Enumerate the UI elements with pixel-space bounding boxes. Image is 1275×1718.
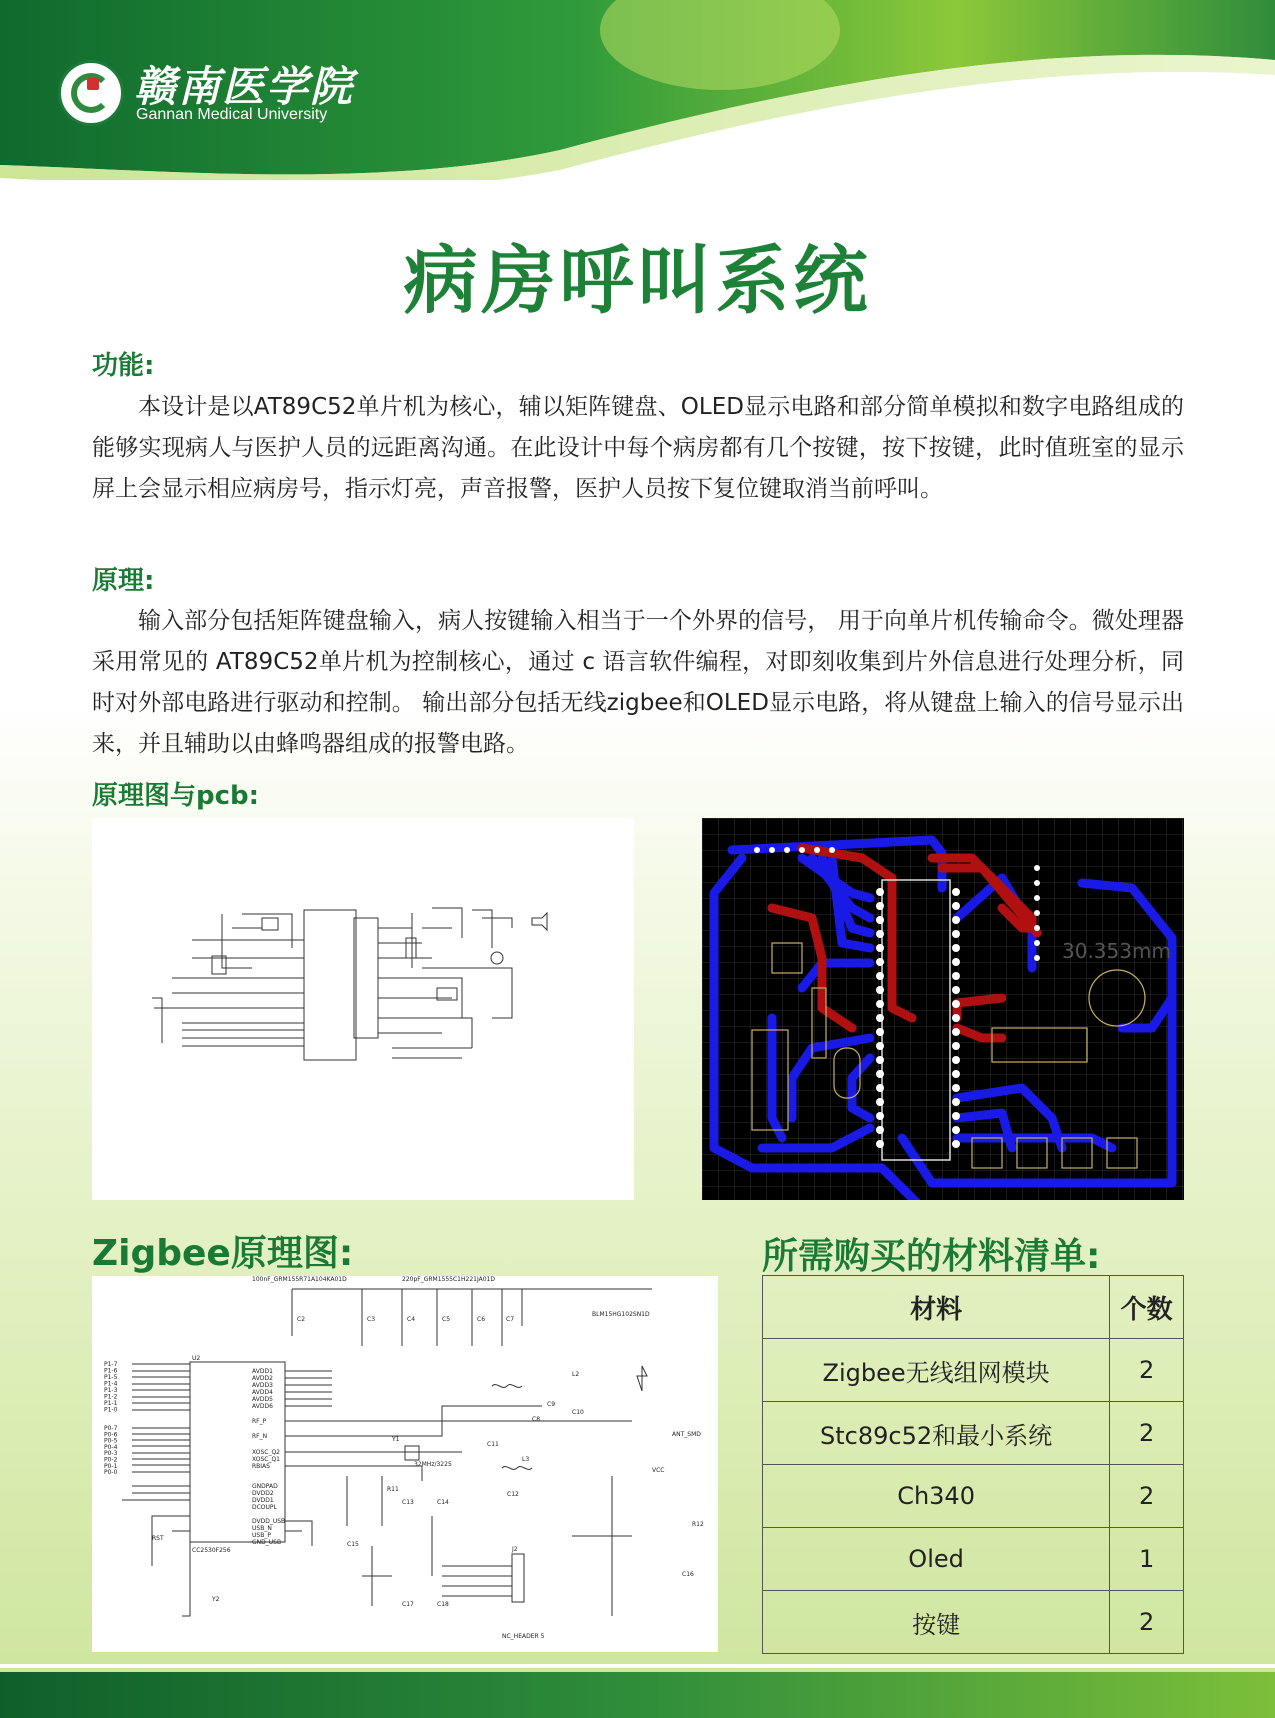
table-row	[763, 1591, 1184, 1654]
zigbee-left-pin: P1-7	[104, 1361, 118, 1368]
zigbee-right-pin: RBIAS	[252, 1463, 270, 1470]
zigbee-left-pin: P0-0	[104, 1469, 118, 1477]
university-name-cn: 赣南医学院	[134, 62, 355, 111]
zigbee-schematic-drawing	[92, 1276, 718, 1652]
function-heading: 功能:	[92, 351, 155, 381]
bom-header-row	[763, 1276, 1184, 1339]
zigbee-component: C14	[437, 1499, 449, 1506]
zigbee-component: C3	[367, 1316, 376, 1323]
zigbee-right-pin: DVDD_USB	[252, 1518, 286, 1525]
zigbee-heading: Zigbee原理图:	[92, 1233, 354, 1274]
zigbee-right-pin: AVDD5	[252, 1396, 273, 1403]
principle-heading: 原理:	[92, 566, 155, 596]
bom-item-name: Oled	[763, 1528, 1110, 1591]
zigbee-right-pin: AVDD2	[252, 1375, 273, 1382]
zigbee-left-pin: P0-4	[104, 1443, 118, 1451]
bom-item-count: 2	[1110, 1339, 1184, 1402]
zigbee-header-label: J2	[512, 1546, 518, 1553]
zigbee-component: L3	[522, 1456, 530, 1463]
zigbee-component: Y1	[392, 1436, 400, 1443]
zigbee-component: C12	[507, 1491, 519, 1498]
zigbee-component: C6	[477, 1316, 486, 1323]
zigbee-vcc-label: VCC	[652, 1467, 665, 1474]
university-logo	[58, 58, 358, 128]
zigbee-right-pin: DCOUPL	[252, 1504, 277, 1511]
zigbee-component: C10	[572, 1409, 584, 1416]
zigbee-component: C2	[297, 1316, 306, 1323]
zigbee-left-pin-labels	[104, 1361, 118, 1476]
footer-divider	[0, 1664, 1275, 1668]
bom-item-count: 2	[1110, 1465, 1184, 1528]
zigbee-right-pin: XOSC_Q2	[252, 1449, 280, 1456]
function-text: 本设计是以AT89C52单片机为核心，辅以矩阵键盘、OLED显示电路和部分简单模拟和数字电路组成的能够实现病人与医护人员的远距离沟通。在此设计中每个病房都有几个按键，按下按键，此时值班室的显示屏上会显示相应病房号，指示灯亮，声音报警，医护人员按下复位键取消当前呼叫。	[92, 394, 1184, 502]
schematic-image	[92, 818, 634, 1200]
table-row	[763, 1465, 1184, 1528]
pcb-dimension-label: 30.353mm	[1062, 939, 1171, 963]
zigbee-component: C16	[682, 1571, 694, 1578]
zigbee-component: C11	[487, 1441, 499, 1448]
zigbee-right-pin: DVDD1	[252, 1497, 274, 1504]
zigbee-left-pin: P0-3	[104, 1450, 118, 1458]
zigbee-left-pin: P0-2	[104, 1456, 118, 1464]
university-name-en: Gannan Medical University	[136, 106, 328, 123]
schematic-drawing	[92, 818, 634, 1200]
zigbee-component: Y2	[212, 1596, 220, 1603]
zigbee-component: C18	[437, 1601, 449, 1608]
zigbee-top-label-3: BLM15HG102SN1D	[592, 1311, 650, 1318]
zigbee-chip-label: U2	[192, 1355, 201, 1362]
zigbee-right-pin: AVDD1	[252, 1368, 273, 1375]
zigbee-right-pin: AVDD3	[252, 1382, 273, 1389]
zigbee-left-pin: P1-3	[104, 1387, 118, 1394]
bom-col-count: 个数	[1110, 1276, 1184, 1339]
zigbee-component: C5	[442, 1316, 451, 1323]
schematic-pcb-heading: 原理图与pcb:	[92, 781, 260, 811]
bom-heading: 所需购买的材料清单:	[762, 1236, 1101, 1277]
zigbee-rst-label: RST	[152, 1535, 164, 1542]
zigbee-crystal-label: 32MHz/3225	[414, 1461, 452, 1468]
table-row	[763, 1402, 1184, 1465]
zigbee-component: C8	[532, 1416, 541, 1423]
principle-text: 输入部分包括矩阵键盘输入，病人按键输入相当于一个外界的信号， 用于向单片机传输命令。微处理器采用常见的 AT89C52单片机为控制核心，通过 c 语言软件编程，对即刻收集到片外信息进行处理分析，同时对外部电路进行驱动和控制。 输出部分包括无线zigbee和OLED显示电路，将从键盘上输入的信号显示出来，并且辅助以由蜂鸣器组成的报警电路。	[92, 608, 1184, 757]
bom-item-count: 2	[1110, 1402, 1184, 1465]
bom-item-name: Ch340	[763, 1465, 1110, 1528]
zigbee-header-part: NC_HEADER 5	[502, 1633, 545, 1640]
zigbee-antenna-label: ANT_SMD	[672, 1431, 701, 1438]
zigbee-component: C13	[402, 1499, 414, 1506]
zigbee-left-pin: P1-1	[104, 1400, 118, 1407]
zigbee-left-pin: P1-6	[104, 1367, 118, 1375]
zigbee-right-pin: USB_P	[252, 1532, 271, 1539]
poster-title: 病房呼叫系统	[403, 238, 872, 324]
bom-table	[762, 1275, 1184, 1654]
zigbee-right-pin: RF_P	[252, 1418, 267, 1425]
zigbee-top-label-1: 100nF_GRM155R71A104KA01D	[252, 1276, 347, 1283]
bom-item-count: 2	[1110, 1591, 1184, 1654]
zigbee-right-pin: AVDD4	[252, 1389, 273, 1396]
zigbee-right-pin: USB_N	[252, 1525, 272, 1532]
header-banner	[0, 0, 1275, 180]
zigbee-right-pin: GNDPAD	[252, 1483, 278, 1490]
zigbee-component: C17	[402, 1601, 414, 1608]
bom-col-material: 材料	[763, 1276, 1110, 1339]
zigbee-right-pin: GND_USB	[252, 1539, 282, 1546]
zigbee-right-pin: DVDD2	[252, 1490, 274, 1497]
zigbee-schematic-image	[92, 1276, 718, 1652]
zigbee-left-pin: P1-0	[104, 1406, 118, 1414]
zigbee-right-pin-labels	[252, 1368, 285, 1546]
table-row	[763, 1528, 1184, 1591]
zigbee-component: C7	[506, 1316, 515, 1323]
zigbee-chip-part: CC2530F256	[192, 1547, 231, 1554]
zigbee-component: C4	[407, 1316, 416, 1323]
university-emblem-icon	[58, 60, 124, 126]
zigbee-component: R11	[387, 1486, 399, 1493]
table-row	[763, 1339, 1184, 1402]
zigbee-left-pin: P1-4	[104, 1380, 118, 1388]
bom-item-name: Stc89c52和最小系统	[763, 1402, 1110, 1465]
zigbee-left-pin: P0-7	[104, 1425, 118, 1432]
zigbee-component: R12	[692, 1521, 704, 1528]
zigbee-top-label-2: 220pF_GRM1555C1H221JA01D	[402, 1276, 495, 1283]
pcb-drawing	[702, 818, 1184, 1200]
zigbee-left-pin: P0-6	[104, 1431, 118, 1439]
zigbee-left-pin: P0-5	[104, 1437, 118, 1445]
zigbee-left-pin: P1-5	[104, 1374, 118, 1381]
zigbee-left-pin: P0-1	[104, 1462, 118, 1470]
zigbee-component: L2	[572, 1371, 580, 1378]
zigbee-component: C15	[347, 1541, 359, 1548]
pcb-image	[702, 818, 1184, 1200]
bom-item-name: 按键	[763, 1591, 1110, 1654]
zigbee-right-pin: AVDD6	[252, 1403, 273, 1410]
footer-band	[0, 1672, 1275, 1718]
zigbee-left-pin: P1-2	[104, 1393, 118, 1401]
zigbee-right-pin: XOSC_Q1	[252, 1456, 280, 1463]
zigbee-component: C9	[547, 1401, 556, 1408]
bom-item-name: Zigbee无线组网模块	[763, 1339, 1110, 1402]
zigbee-right-pin: RF_N	[252, 1433, 268, 1440]
bom-item-count: 1	[1110, 1528, 1184, 1591]
